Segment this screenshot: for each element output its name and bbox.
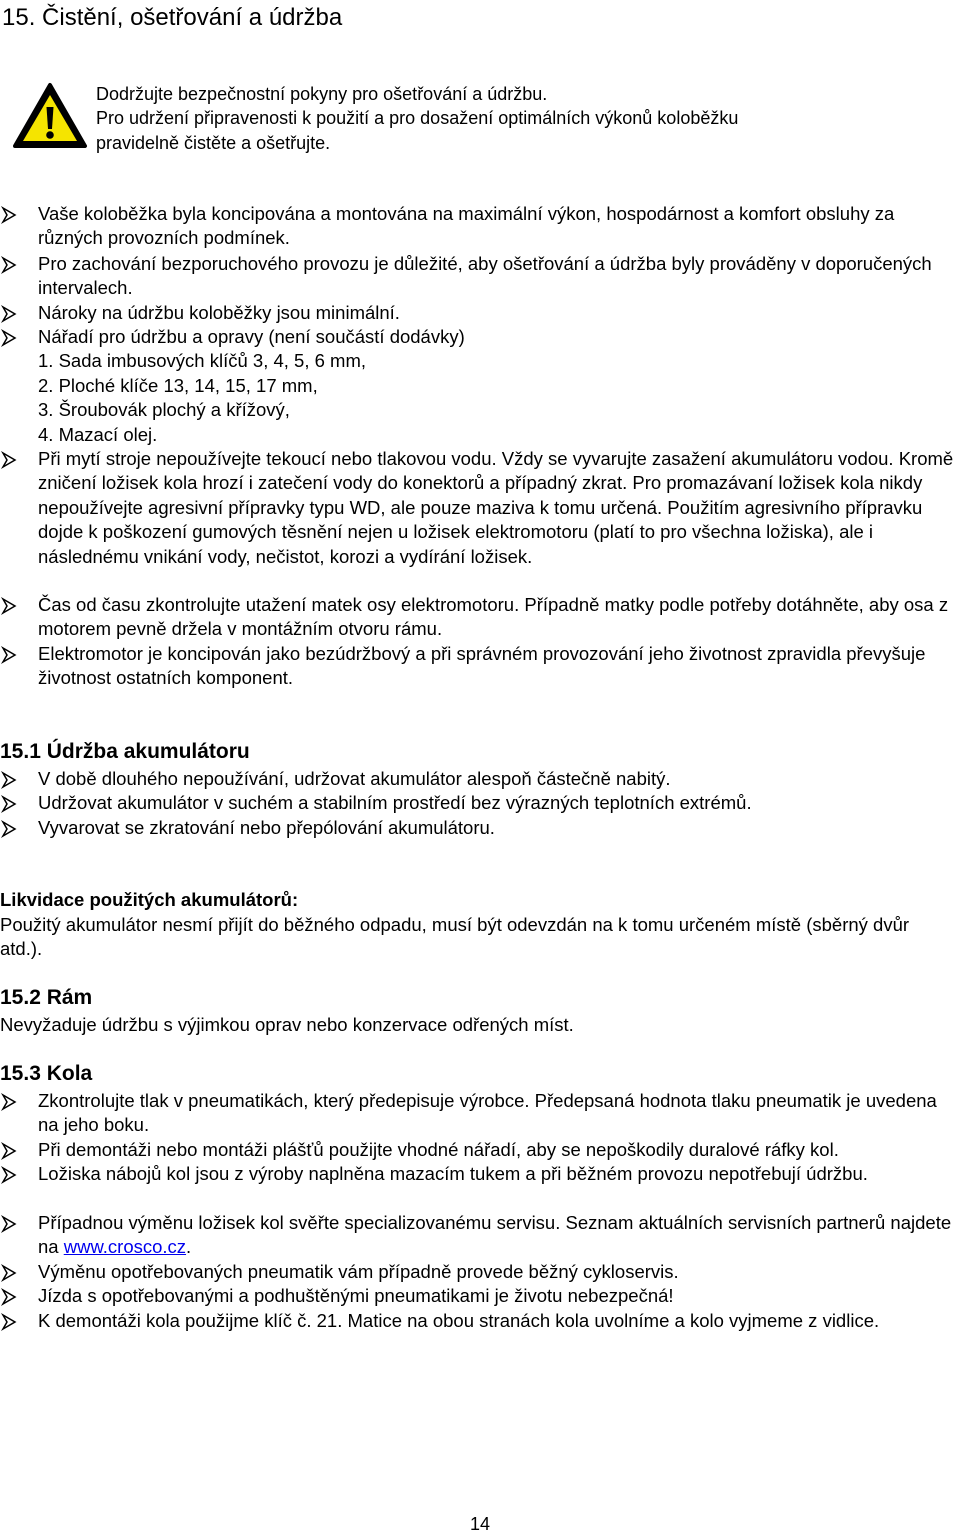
section-heading-battery: 15.1 Údržba akumulátoru xyxy=(0,740,250,763)
bullet-arrow-icon xyxy=(0,205,20,225)
list-item: Při mytí stroje nepoužívejte tekoucí nebo tlakovou vodu. Vždy se vyvarujte zasažení akumulátoru vodou. Kromě zničení ložisek kola hrozí i zatečení vody do konektorů a případný zkrat. Pro promazávaní ložisek kola nikdy nepoužívejte agresivní přípravky typu WD, ale pouze maziva k tomu určená. Použitím agresivního přípravku dojde k poškození gumových těsnění nejen u ložisek elektromotoru (platí to pro všechna ložiska), ale i následnému vnikání vody, nečistot, korozi a vydírání ložisek. xyxy=(38,448,954,567)
tool-item: 4. Mazací olej. xyxy=(38,424,158,445)
warning-triangle-icon xyxy=(12,82,88,150)
list-item: K demontáži kola použijme klíč č. 21. Matice na obou stranách kola uvolníme a kolo vyjmeme z vidlice. xyxy=(38,1310,880,1331)
tool-item: 3. Šroubovák plochý a křížový, xyxy=(38,399,290,420)
list-item: Při demontáži nebo montáži plášťů použijte vhodné nářadí, aby se nepoškodily duralové ráfky kol. xyxy=(38,1139,839,1160)
bullet-arrow-icon xyxy=(0,596,20,616)
list-item: Zkontrolujte tlak v pneumatikách, který předepisuje výrobce. Předepsaná hodnota tlaku pneumatik je uvedena na jeho boku. xyxy=(38,1090,937,1136)
list-item: Čas od času zkontrolujte utažení matek osy elektromotoru. Případně matky podle potřeby dotáhněte, aby osa z motorem pevně držela v montážním otvoru rámu. xyxy=(38,594,949,640)
bullet-arrow-icon xyxy=(0,1141,20,1161)
page-title: 15. Čistění, ošetřování a údržba xyxy=(2,4,343,31)
service-text: Případnou výměnu ložisek kol svěřte specializovanému servisu. Seznam aktuálních servisních partnerů najdete na xyxy=(38,1212,952,1258)
list-item: Vyvarovat se zkratování nebo přepólování akumulátoru. xyxy=(38,817,495,838)
bullet-arrow-icon xyxy=(0,450,20,470)
bullet-arrow-icon xyxy=(0,1165,20,1185)
bullet-arrow-icon xyxy=(0,1214,20,1234)
warning-line-1: Dodržujte bezpečnostní pokyny pro ošetřování a údržbu. xyxy=(96,84,548,104)
disposal-text: Použitý akumulátor nesmí přijít do běžného odpadu, musí být odevzdán na k tomu určeném místě (sběrný dvůr atd.). xyxy=(0,914,910,960)
list-item: Elektromotor je koncipován jako bezúdržbový a při správném provozování jeho životnost zpravidla převyšuje životnost ostatních komponent. xyxy=(38,643,926,689)
list-item: Udržovat akumulátor v suchém a stabilním prostředí bez výrazných teplotních extrémů. xyxy=(38,792,752,813)
tool-item: 2. Ploché klíče 13, 14, 15, 17 mm, xyxy=(38,375,318,396)
list-item: Vaše koloběžka byla koncipována a montována na maximální výkon, hospodárnost a komfort obsluhy za různých provozních podmínek. xyxy=(38,203,895,249)
list-item xyxy=(38,1211,960,1260)
disposal-heading: Likvidace použitých akumulátorů: xyxy=(0,889,299,910)
warning-line-3: pravidelně čistěte a ošetřujte. xyxy=(96,133,331,153)
service-end: . xyxy=(186,1236,192,1258)
page-number: 14 xyxy=(470,1514,491,1534)
bullet-arrow-icon xyxy=(0,304,20,324)
bullet-arrow-icon xyxy=(0,1287,20,1307)
list-item: Výměnu opotřebovaných pneumatik vám případně provede běžný cykloservis. xyxy=(38,1261,679,1282)
list-item: Nářadí pro údržbu a opravy (není součástí dodávky) xyxy=(38,326,465,347)
list-item: Nároky na údržbu koloběžky jsou minimální. xyxy=(38,302,400,323)
list-item: Pro zachování bezporuchového provozu je důležité, aby ošetřování a údržba byly prováděny v doporučených intervalech. xyxy=(38,253,932,299)
crosco-link[interactable]: www.crosco.cz xyxy=(63,1236,187,1258)
frame-text: Nevyžaduje údržbu s výjimkou oprav nebo konzervace odřených míst. xyxy=(0,1014,574,1035)
bullet-arrow-icon xyxy=(0,255,20,275)
warning-line-2: Pro udržení připravenosti k použití a pro dosažení optimálních výkonů koloběžku xyxy=(96,108,739,128)
bullet-arrow-icon xyxy=(0,794,20,814)
bullet-arrow-icon xyxy=(0,770,20,790)
bullet-arrow-icon xyxy=(0,1263,20,1283)
bullet-arrow-icon xyxy=(0,819,20,839)
bullet-arrow-icon xyxy=(0,1312,20,1332)
bullet-arrow-icon xyxy=(0,1092,20,1112)
section-heading-wheels: 15.3 Kola xyxy=(0,1062,93,1085)
list-item: Ložiska nábojů kol jsou z výroby naplněna mazacím tukem a při běžném provozu nepotřebují údržbu. xyxy=(38,1163,868,1184)
tool-item: 1. Sada imbusových klíčů 3, 4, 5, 6 mm, xyxy=(38,350,367,371)
bullet-arrow-icon xyxy=(0,328,20,348)
list-item: V době dlouhého nepoužívání, udržovat akumulátor alespoň částečně nabitý. xyxy=(38,768,671,789)
section-heading-frame: 15.2 Rám xyxy=(0,986,93,1009)
list-item: Jízda s opotřebovanými a podhuštěnými pneumatikami je životu nebezpečná! xyxy=(38,1285,674,1306)
bullet-arrow-icon xyxy=(0,645,20,665)
